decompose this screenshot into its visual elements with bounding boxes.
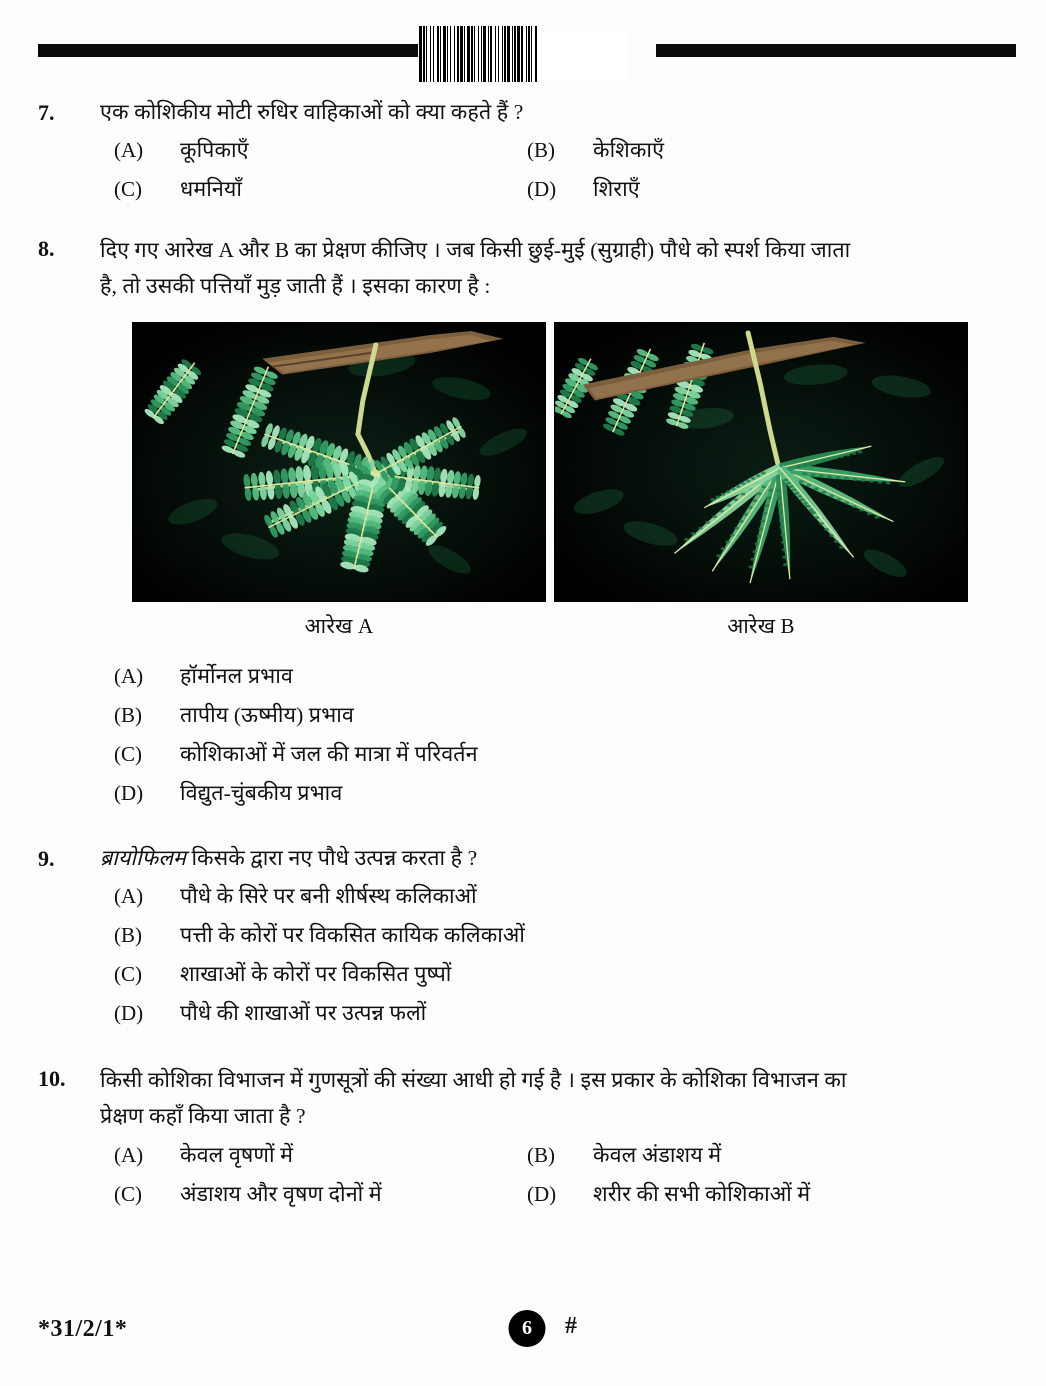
option-a[interactable] [38,880,1016,913]
question-text-line-1: किसी कोशिका विभाजन में गुणसूत्रों की संख्या आधी हो गई है । इस प्रकार के कोशिका विभाजन का [100,1068,847,1092]
page-number-badge: 6 [509,1310,546,1347]
question-text-line-2: प्रेक्षण कहाँ किया जाता है ? [100,1104,306,1128]
option-tag: (D) [114,1001,144,1025]
option-label: विद्युत-चुंबकीय प्रभाव [180,781,343,805]
option-label: पत्ती के कोरों पर विकसित कायिक कलिकाओं [180,923,525,947]
option-tag: (B) [114,703,142,727]
figure-caption: आरेख A [304,614,374,638]
option-group [38,880,1016,1030]
option-label: पौधे के सिरे पर बनी शीर्षस्थ कलिकाओं [180,884,477,908]
option-label: केवल अंडाशय में [593,1143,722,1167]
question-number: 8. [38,236,55,261]
question-text: एक कोशिकीय मोटी रुधिर वाहिकाओं को क्या कहते हैं ? [100,100,524,124]
question-text [100,842,1016,875]
option-a[interactable] [38,660,1016,693]
option-tag: (C) [114,1182,142,1206]
question-term-italic: ब्रायोफिलम [100,846,186,870]
option-label: केवल वृषणों में [180,1143,294,1167]
option-tag: (C) [114,177,142,201]
option-label: धमनियाँ [180,177,243,201]
figure-a [132,322,546,641]
option-b[interactable] [527,134,1016,167]
option-a[interactable] [38,134,527,167]
option-tag: (B) [527,1143,555,1167]
question-text-rest: किसके द्वारा नए पौधे उत्पन्न करता है ? [185,846,478,870]
option-b[interactable] [527,1139,1016,1172]
question-9 [38,842,1016,1030]
option-d[interactable] [38,997,1016,1030]
option-d[interactable] [527,1178,1016,1211]
option-label: कोशिकाओं में जल की मात्रा में परिवर्तन [180,742,478,766]
option-tag: (C) [114,962,142,986]
option-label: अंडाशय और वृषण दोनों में [180,1182,382,1206]
option-b[interactable] [38,699,1016,732]
option-label: कूपिकाएँ [180,138,249,162]
option-tag: (A) [114,1143,144,1167]
option-group [38,1139,1016,1211]
option-label: शाखाओं के कोरों पर विकसित पुष्पों [180,962,452,986]
option-d[interactable] [38,777,1016,810]
question-number: 7. [38,100,55,125]
option-label: पौधे की शाखाओं पर उत्पन्न फलों [180,1001,427,1025]
photo-mimosa-folded [554,322,968,602]
option-d[interactable] [527,173,1016,206]
option-label: केशिकाएँ [593,138,665,162]
option-label: तापीय (ऊष्मीय) प्रभाव [180,703,354,727]
option-tag: (B) [527,138,555,162]
header-bar-left [38,44,418,57]
question-number: 10. [38,1066,66,1091]
question-10 [38,1062,1016,1211]
option-group [38,134,1016,206]
question-7 [38,96,1016,206]
photo-mimosa-open [132,322,546,602]
option-label: हॉर्मोनल प्रभाव [180,664,293,688]
question-number: 9. [38,846,55,871]
option-c[interactable] [38,738,1016,771]
option-tag: (D) [527,177,557,201]
option-c[interactable] [38,173,527,206]
end-marker: # [565,1313,577,1339]
page-header [0,26,1046,88]
barcode-icon [419,26,627,82]
figure-pair [38,322,1016,641]
figure-b [554,322,968,641]
option-label: शरीर की सभी कोशिकाओं में [593,1182,811,1206]
figure-caption: आरेख B [727,614,795,638]
question-list [38,96,1016,1290]
question-text [100,232,1016,304]
header-bar-right [656,44,1016,57]
page-footer [38,1310,1016,1356]
option-c[interactable] [38,958,1016,991]
option-tag: (A) [114,884,144,908]
option-tag: (D) [114,781,144,805]
option-a[interactable] [38,1139,527,1172]
question-8 [38,232,1016,810]
option-tag: (D) [527,1182,557,1206]
question-text [100,1062,1016,1134]
option-label: शिराएँ [593,177,640,201]
option-b[interactable] [38,919,1016,952]
option-tag: (A) [114,664,144,688]
option-c[interactable] [38,1178,527,1211]
option-tag: (A) [114,138,144,162]
option-group [38,660,1016,810]
option-tag: (C) [114,742,142,766]
option-tag: (B) [114,923,142,947]
paper-code: *31/2/1* [38,1316,128,1342]
question-text-line-1: दिए गए आरेख A और B का प्रेक्षण कीजिए । जब किसी छुई-मुई (सुग्राही) पौधे को स्पर्श किया जाता [100,238,851,262]
question-text-line-2: है, तो उसकी पत्तियाँ मुड़ जाती हैं । इसका कारण है : [100,274,491,298]
